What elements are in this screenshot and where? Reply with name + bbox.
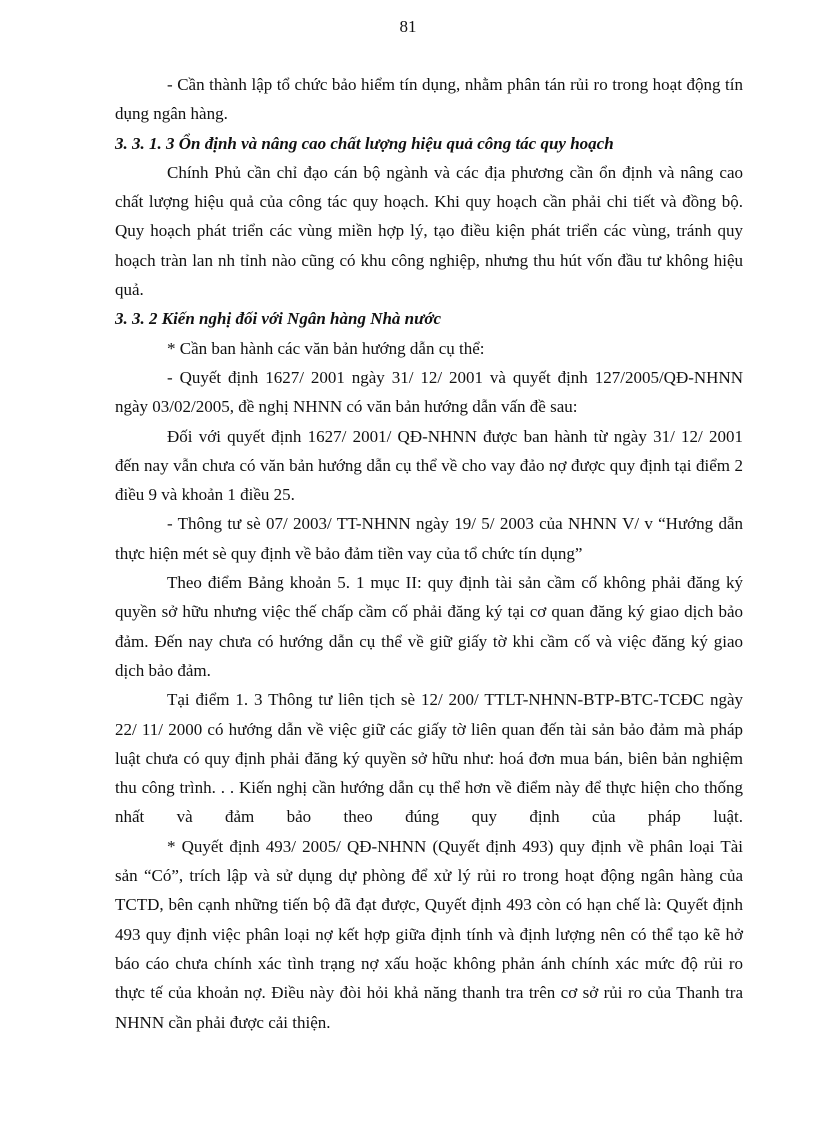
section-heading: 3. 3. 1. 3 Ổn định và nâng cao chất lượng hiệu quả công tác quy hoạch — [115, 133, 614, 153]
paragraph: - Quyết định 1627/ 2001 ngày 31/ 12/ 2001 và quyết định 127/2005/QĐ-NHNN ngày 03/02/2005, đề nghị NHNN có văn bản hướng dẫn vấn đề sau: — [115, 367, 743, 417]
document-body — [115, 70, 743, 1037]
paragraph: * Cần ban hành các văn bản hướng dẫn cụ thể: — [167, 338, 485, 358]
paragraph: - Thông tư sè 07/ 2003/ TT-NHNN ngày 19/ 5/ 2003 của NHNN V/ v “Hướng dẫn thực hiện mét sè quy định về bảo đảm tiền vay của tổ chức tín dụng” — [115, 514, 743, 563]
paragraph: - Cần thành lập tổ chức bảo hiểm tín dụng, nhằm phân tán rủi ro trong hoạt động tín dụng ngân hàng. — [115, 75, 743, 124]
paragraph: * Quyết định 493/ 2005/ QĐ-NHNN (Quyết định 493) quy định về phân loại Tài sản “Có”, trích lập và sử dụng dự phòng để xử lý rủi ro trong hoạt động ngân hàng của TCTD, bên cạnh những tiến bộ đã đạt được, Quyết định 493 còn có hạn chế là: Quyết định 493 quy định việc phân loại nợ kết hợp giữa định tính và định lượng nên có thể tạo kẽ hở báo cáo chưa chính xác tình trạng nợ xấu hoặc không phản ánh chính xác mức độ rủi ro thực tế của khoản nợ. Điều này đòi hỏi khả năng thanh tra trên cơ sở rủi ro của Thanh tra NHNN cần phải được cải thiện. — [115, 836, 743, 1032]
paragraph: Theo điểm Bảng khoản 5. 1 mục II: quy định tài sản cầm cố không phải đăng ký quyền sở hữu nhưng việc thế chấp cầm cố phải đăng ký tại cơ quan đăng ký giao dịch bảo đảm. Đến nay chưa có hướng dẫn cụ thể về giữ giấy tờ khi cầm cố và việc đăng ký giao dịch bảo đảm. — [115, 573, 743, 680]
paragraph: Tại điểm 1. 3 Thông tư liên tịch sè 12/ 200/ TTLT-NHNN-BTP-BTC-TCĐC ngày 22/ 11/ 2000 có hướng dẫn về việc giữ các giấy tờ liên quan đến tài sản bảo đảm mà pháp luật chưa có quy định phải đăng ký quyền sở hữu như: hoá đơn mua bán, biên bản nghiệm thu công trình. . . Kiến nghị cần hướng dẫn cụ thể hơn về điểm này để thực hiện cho thống nhất và đảm bảo theo đúng quy định của pháp luật. — [115, 690, 743, 827]
paragraph: Đối với quyết định 1627/ 2001/ QĐ-NHNN được ban hành từ ngày 31/ 12/ 2001 đến nay vẫn chưa có văn bản hướng dẫn cụ thể về cho vay đảo nợ được quy định tại điểm 2 điều 9 và khoản 1 điều 25. — [115, 426, 743, 505]
section-heading: 3. 3. 2 Kiến nghị đối với Ngân hàng Nhà nước — [115, 309, 441, 329]
page-number: 81 — [399, 17, 417, 36]
paragraph: Chính Phủ cần chỉ đạo cán bộ ngành và các địa phương cần ổn định và nâng cao chất lượng hiệu quả của công tác quy hoạch. Khi quy hoạch cần phải chi tiết và đồng bộ. Quy hoạch phát triển các vùng miền hợp lý, tạo điều kiện phát triển các vùng, tránh quy hoạch tràn lan nh tỉnh nào cũng có khu công nghiệp, nhưng thu hút vốn đầu tư không hiệu quả. — [115, 162, 743, 300]
